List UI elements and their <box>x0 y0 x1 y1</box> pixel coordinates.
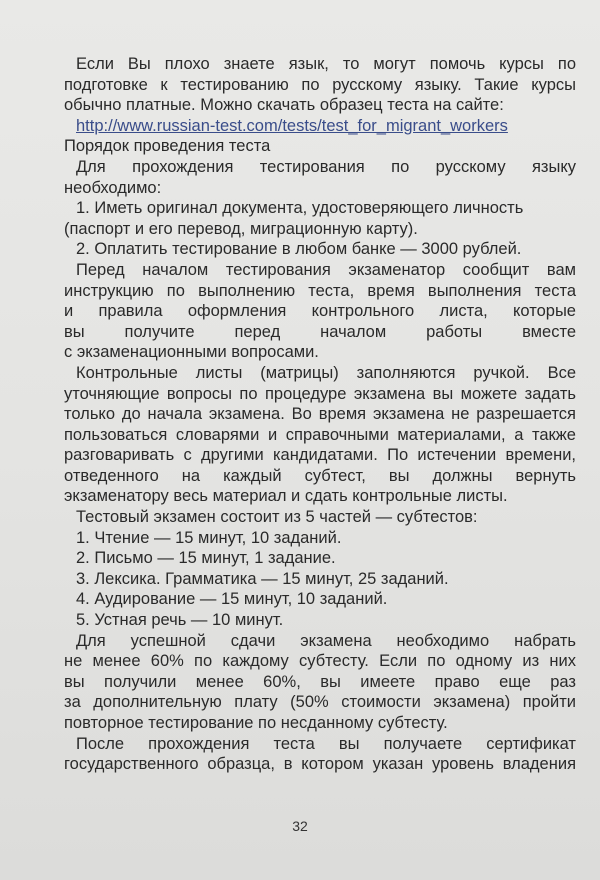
text-line: только до начала экзамена. Во время экзамена не разрешается <box>64 405 576 424</box>
text-line: (паспорт и его перевод, миграционную карту). <box>64 219 418 238</box>
section-heading: Порядок проведения теста <box>64 137 271 156</box>
text-line: Для прохождения тестирования по русскому языку <box>76 157 576 176</box>
list-item: 5. Устная речь — 10 минут. <box>76 611 284 630</box>
page-number: 32 <box>292 818 308 834</box>
body-text <box>64 54 576 775</box>
text-line: Для успешной сдачи экзамена необходимо набрать <box>76 631 576 650</box>
text-line: Перед началом тестирования экзаменатор сообщит вам <box>76 260 576 279</box>
list-item: 4. Аудирование — 15 минут, 10 заданий. <box>76 590 388 609</box>
text-line: государственного образца, в котором указан уровень владения <box>64 755 576 774</box>
list-item: 3. Лексика. Грамматика — 15 минут, 25 заданий. <box>76 569 449 588</box>
text-line: отведенного на каждый субтест, вы должны вернуть <box>64 466 576 485</box>
text-line: уточняющие вопросы по процедуре экзамена вы можете задать <box>64 384 576 403</box>
text-line: необходимо: <box>64 178 162 197</box>
text-line: вы получите перед началом работы вместе <box>64 322 576 341</box>
text-line: вы получили менее 60%, вы имеете право еще раз <box>64 672 576 691</box>
text-line: не менее 60% по каждому субтесту. Если по одному из них <box>64 652 576 671</box>
text-line: с экзаменационными вопросами. <box>64 343 319 362</box>
text-line: и правила оформления контрольного листа, которые <box>64 302 576 321</box>
text-line: экзаменатору весь материал и сдать контрольные листы. <box>64 487 508 506</box>
text-line: пользоваться словарями и справочными материалами, а также <box>64 425 576 444</box>
list-item: 2. Оплатить тестирование в любом банке — 3000 рублей. <box>76 240 522 259</box>
text-line: разговаривать с другими кандидатами. По истечении времени, <box>64 446 576 465</box>
list-item: 1. Чтение — 15 минут, 10 заданий. <box>76 528 342 547</box>
list-item: 2. Письмо — 15 минут, 1 задание. <box>76 549 336 568</box>
text-line: повторное тестирование по несданному субтесту. <box>64 714 448 732</box>
text-line: Контрольные листы (матрицы) заполняются ручкой. Все <box>76 363 576 382</box>
text-line: обычно платные. Можно скачать образец теста на сайте: <box>64 96 504 115</box>
text-line: за дополнительную плату (50% стоимости экзамена) пройти <box>64 693 576 712</box>
text-line: подготовке к тестированию по русскому языку. Такие курсы <box>64 75 576 94</box>
url-link[interactable]: http://www.russian-test.com/tests/test_for_migrant_workers <box>76 116 508 135</box>
text-line: инструкцию по выполнению теста, время выполнения теста <box>64 281 576 300</box>
text-line: После прохождения теста вы получаете сертификат <box>76 734 576 753</box>
text-line: Тестовый экзамен состоит из 5 частей — субтестов: <box>76 508 478 527</box>
text-line: Если Вы плохо знаете язык, то могут помочь курсы по <box>76 55 576 73</box>
list-item: 1. Иметь оригинал документа, удостоверяющего личность <box>76 199 524 218</box>
